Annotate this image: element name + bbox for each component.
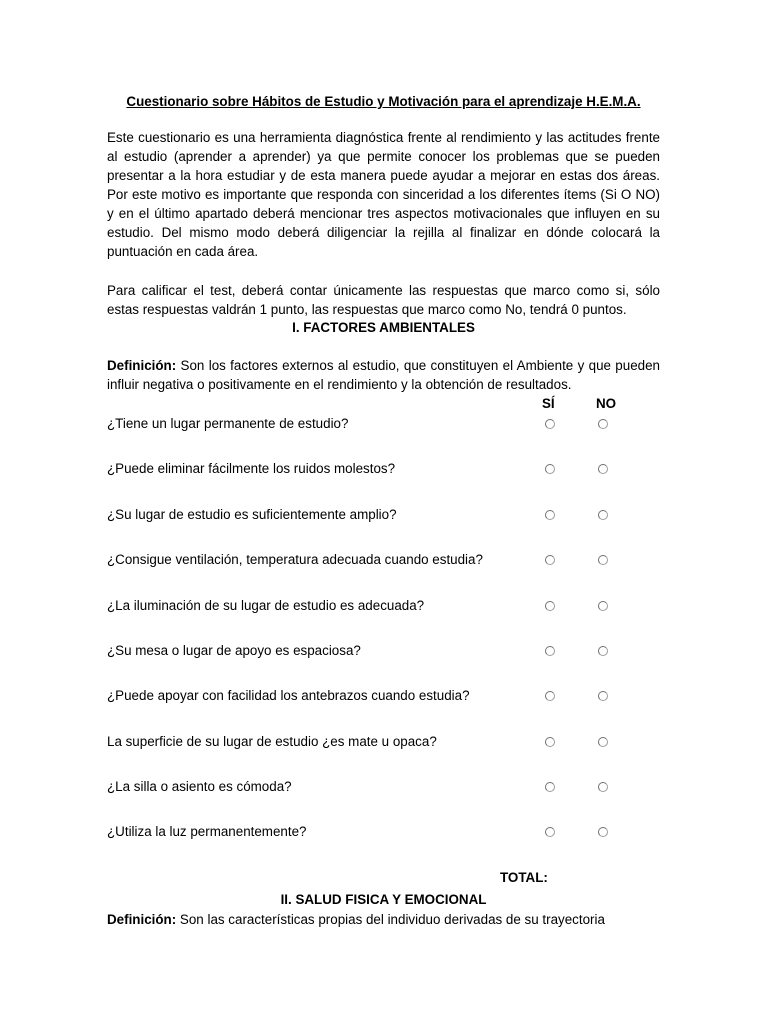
question-text: ¿Su mesa o lugar de apoyo es espaciosa? (107, 643, 361, 658)
question-text: ¿Puede apoyar con facilidad los antebrazos cuando estudia? (107, 688, 470, 703)
question-row (107, 732, 660, 752)
radio-no[interactable] (598, 464, 608, 474)
radio-no[interactable] (598, 691, 608, 701)
definition-label: Definición: (107, 912, 177, 927)
question-text: ¿Su lugar de estudio es suficientemente amplio? (107, 507, 397, 522)
question-text: La superficie de su lugar de estudio ¿es mate u opaca? (107, 734, 437, 749)
radio-si[interactable] (545, 691, 555, 701)
radio-si[interactable] (545, 555, 555, 565)
question-row (107, 596, 660, 616)
radio-no[interactable] (598, 782, 608, 792)
definition-text: Son las características propias del individuo derivadas de su trayectoria (179, 912, 605, 927)
document-page (107, 0, 660, 1024)
total-label: TOTAL: (500, 870, 548, 885)
column-header-si: SÍ (542, 396, 555, 411)
section2-definition (107, 910, 660, 929)
question-row (107, 505, 660, 525)
question-row (107, 777, 660, 797)
question-text: ¿Consigue ventilación, temperatura adecuada cuando estudia? (107, 552, 483, 567)
questionnaire-title: Cuestionario sobre Hábitos de Estudio y Motivación para el aprendizaje H.E.M.A. (126, 94, 641, 109)
definition-label: Definición: (107, 358, 177, 373)
intro-paragraph: Este cuestionario es una herramienta diagnóstica frente al rendimiento y las actitudes frente al estudio (aprender a aprender) ya que permite conocer los problemas que se pueden presentar a la hora estudiar y de esta manera puede ayudar a mejorar en estas dos áreas. Por este motivo es importante que responda con sinceridad a los diferentes ítems (Si O NO) y en el último apartado deberá mencionar tres aspectos motivacionales que influyen en su estudio. Del mismo modo deberá diligenciar la rejilla al finalizar en dónde colocará la puntuación en cada área. (107, 130, 660, 259)
question-row (107, 414, 660, 434)
section-heading-salud-fisica: II. SALUD FISICA Y EMOCIONAL (280, 892, 487, 907)
radio-si[interactable] (545, 419, 555, 429)
radio-si[interactable] (545, 510, 555, 520)
radio-no[interactable] (598, 827, 608, 837)
radio-no[interactable] (598, 646, 608, 656)
question-text: ¿La iluminación de su lugar de estudio es adecuada? (107, 598, 425, 613)
radio-si[interactable] (545, 827, 555, 837)
section-heading-factores-ambientales: I. FACTORES AMBIENTALES (292, 320, 475, 335)
question-text: ¿La silla o asiento es cómoda? (107, 779, 292, 794)
question-row (107, 822, 660, 842)
radio-si[interactable] (545, 601, 555, 611)
question-row (107, 641, 660, 661)
question-row (107, 686, 660, 706)
radio-si[interactable] (545, 646, 555, 656)
radio-no[interactable] (598, 510, 608, 520)
radio-no[interactable] (598, 601, 608, 611)
column-header-no: NO (596, 396, 617, 411)
radio-no[interactable] (598, 555, 608, 565)
definition-text: Son los factores externos al estudio, que constituyen el Ambiente y que pueden influir negativa o positivamente en el rendimiento y la obtención de resultados. (107, 358, 660, 392)
radio-si[interactable] (545, 737, 555, 747)
question-row (107, 459, 660, 479)
section1-definition (107, 356, 660, 394)
question-text: ¿Tiene un lugar permanente de estudio? (107, 416, 349, 431)
radio-no[interactable] (598, 419, 608, 429)
radio-si[interactable] (545, 464, 555, 474)
question-text: ¿Utiliza la luz permanentemente? (107, 824, 307, 839)
radio-si[interactable] (545, 782, 555, 792)
question-text: ¿Puede eliminar fácilmente los ruidos molestos? (107, 461, 396, 476)
question-row (107, 550, 660, 570)
radio-no[interactable] (598, 737, 608, 747)
scoring-instructions: Para calificar el test, deberá contar únicamente las respuestas que marco como si, sólo estas respuestas valdrán 1 punto, las respuestas que marco como No, tendrá 0 puntos. (107, 283, 660, 317)
